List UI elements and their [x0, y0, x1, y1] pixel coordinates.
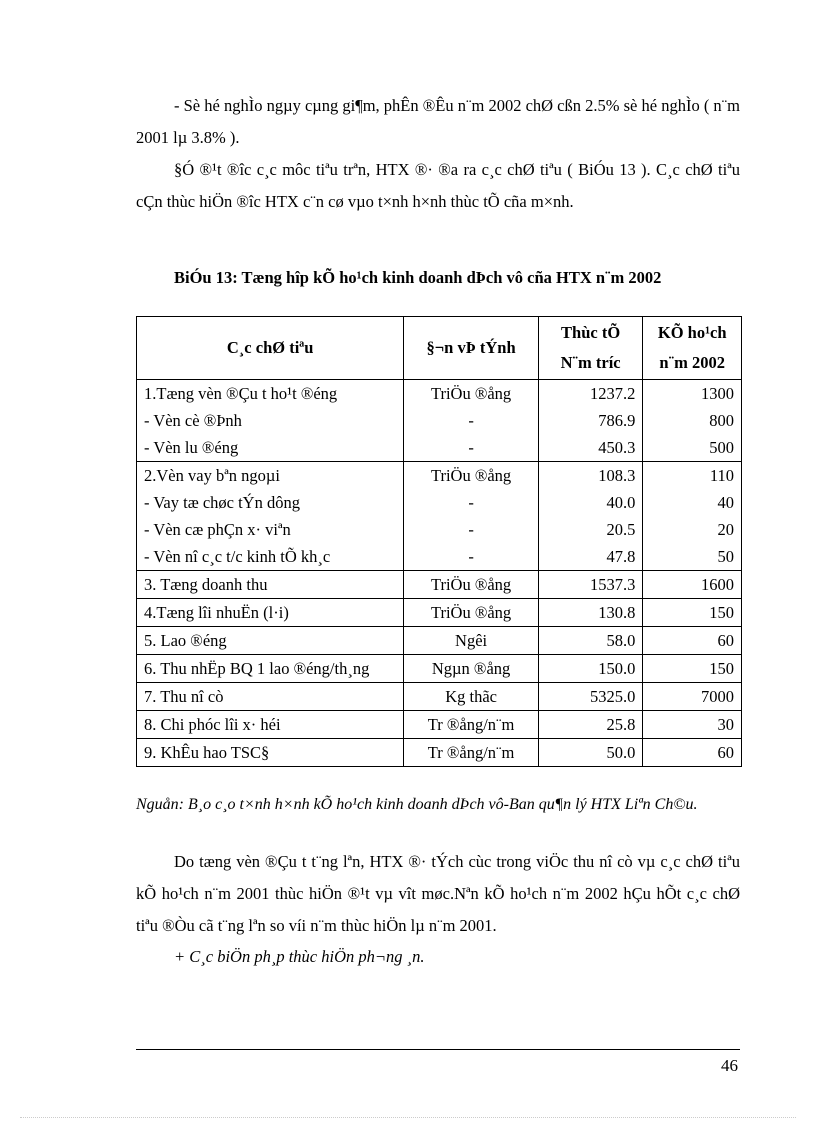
cell-line: -: [468, 520, 474, 539]
cell-actual: [538, 380, 643, 462]
cell-line: 4.Tæng lîi nhuËn (l·i): [144, 603, 289, 622]
cell-line: - Vay tæ chøc tÝn dông: [144, 493, 300, 512]
cell-unit: [404, 380, 539, 462]
cell-plan: [643, 380, 742, 462]
cell-line: 1537.3: [590, 575, 636, 594]
table-row: [137, 711, 742, 739]
cell-line: 1600: [701, 575, 734, 594]
cell-indicator: [137, 627, 404, 655]
cell-unit: [404, 739, 539, 767]
cell-actual: [538, 599, 643, 627]
header-plan: [643, 317, 742, 380]
cell-line: 25.8: [606, 715, 636, 734]
cell-unit: [404, 599, 539, 627]
cell-line: 60: [717, 631, 734, 650]
cell-actual: [538, 571, 643, 599]
cell-line: -: [468, 411, 474, 430]
table-caption: BiÓu 13: Tæng hîp kÕ ho¹ch kinh doanh dÞch vô cña HTX n¨m 2002: [174, 268, 662, 287]
source-note: Nguån: B¸o c¸o t×nh h×nh kÕ ho¹ch kinh doanh dÞch vô-Ban qu¶n lý HTX Liªn Ch©u.: [136, 796, 698, 813]
cell-plan: [643, 683, 742, 711]
cell-actual: [538, 739, 643, 767]
header-actual-line1: Thùc tÕ: [561, 323, 621, 342]
cell-line: 30: [717, 715, 734, 734]
table-row: [137, 683, 742, 711]
cell-line: -: [468, 493, 474, 512]
cell-indicator: [137, 380, 404, 462]
paragraph-targets: §Ó ®¹t ®îc c¸c môc tiªu trªn, HTX ®· ®a ra c¸c chØ tiªu ( BiÓu 13 ). C¸c chØ tiªu cÇn thùc hiÖn ®îc HTX c¨n cø vµo t×nh h×nh thùc tÕ cña m×nh.: [136, 160, 740, 211]
cell-plan: [643, 739, 742, 767]
table-row: [137, 571, 742, 599]
cell-unit: [404, 655, 539, 683]
cell-line: TriÖu ®ång: [430, 603, 512, 622]
table-row: [137, 739, 742, 767]
cell-line: -: [468, 438, 474, 457]
cell-line: Tr ®ång/n¨m: [427, 743, 515, 762]
cell-line: TriÖu ®ång: [430, 575, 512, 594]
header-indicator: C¸c chØ tiªu: [137, 317, 404, 380]
cell-line: 20: [717, 520, 734, 539]
cell-line: - Vèn lu ®éng: [144, 438, 239, 457]
cell-line: 500: [709, 438, 734, 457]
paragraph-conclusion: Do tæng vèn ®Çu t t¨ng lªn, HTX ®· tÝch cùc trong viÖc thu nî cò vµ c¸c chØ tiªu kÕ ho¹ch n¨m 2001 thùc hiÖn ®¹t vµ vît møc.Nªn kÕ ho¹ch n¨m 2002 hÇu hÕt c¸c chØ tiªu ®Òu cã t¨ng lªn so víi n¨m thùc hiÖn lµ n¨m 2001.: [136, 852, 740, 935]
cell-unit: [404, 462, 539, 571]
cell-plan: [643, 462, 742, 571]
cell-line: 40: [717, 493, 734, 512]
cell-line: 800: [709, 411, 734, 430]
cell-line: 1237.2: [590, 384, 636, 403]
table-row: [137, 380, 742, 462]
cell-line: TriÖu ®ång: [430, 466, 512, 485]
cell-unit: [404, 627, 539, 655]
cell-line: 60: [717, 743, 734, 762]
cell-line: 58.0: [606, 631, 636, 650]
cell-actual: [538, 462, 643, 571]
cell-plan: [643, 655, 742, 683]
cell-line: 108.3: [598, 466, 636, 485]
paragraph-poverty: - Sè hé nghÌo ngµy cµng gi¶m, phÊn ®Êu n¨m 2002 chØ cßn 2.5% sè hé nghÌo ( n¨m 2001 lµ 3.8% ).: [136, 96, 741, 147]
cell-line: 20.5: [606, 520, 636, 539]
table-body: [137, 380, 742, 767]
header-actual: [538, 317, 643, 380]
cell-line: 1.Tæng vèn ®Çu t ho¹t ®éng: [144, 384, 338, 403]
header-unit: §¬n vÞ tÝnh: [404, 317, 539, 380]
cell-unit: [404, 711, 539, 739]
cell-indicator: [137, 462, 404, 571]
cell-line: 6. Thu nhËp BQ 1 lao ®éng/th¸ng: [144, 659, 370, 678]
cell-actual: [538, 655, 643, 683]
cell-line: 786.9: [598, 411, 636, 430]
cell-unit: [404, 571, 539, 599]
cell-indicator: [137, 739, 404, 767]
cell-indicator: [137, 571, 404, 599]
cell-indicator: [137, 711, 404, 739]
table-header-row: [137, 317, 742, 380]
cell-plan: [643, 571, 742, 599]
cell-indicator: [137, 655, 404, 683]
cell-line: 40.0: [606, 493, 636, 512]
cell-line: 2.Vèn vay bªn ngoµi: [144, 466, 280, 485]
cell-line: -: [468, 547, 474, 566]
cell-actual: [538, 627, 643, 655]
cell-plan: [643, 711, 742, 739]
header-plan-line1: KÕ ho¹ch: [657, 323, 727, 342]
footer-divider: [136, 1049, 740, 1050]
cell-line: 7. Thu nî cò: [144, 687, 224, 706]
cell-line: 8. Chi phóc lîi x· héi: [144, 715, 281, 734]
cell-actual: [538, 711, 643, 739]
cell-line: 150: [709, 603, 734, 622]
cell-line: 5. Lao ®éng: [144, 631, 227, 650]
plan-table: [136, 316, 742, 767]
paragraph-measures: + C¸c biÖn ph¸p thùc hiÖn ph¬ng ¸n.: [174, 947, 425, 966]
table-row: [137, 655, 742, 683]
cell-plan: [643, 627, 742, 655]
cell-line: - Vèn cè ®Þnh: [144, 411, 242, 430]
cell-line: 450.3: [598, 438, 636, 457]
header-plan-line2: n¨m 2002: [659, 353, 725, 372]
page-number: 46: [721, 1056, 738, 1075]
cell-unit: [404, 683, 539, 711]
cell-line: - Vèn cæ phÇn x· viªn: [144, 520, 291, 539]
cell-plan: [643, 599, 742, 627]
cell-actual: [538, 683, 643, 711]
cell-line: 110: [709, 466, 734, 485]
cell-line: 7000: [701, 687, 734, 706]
cell-line: - Vèn nî c¸c t/c kinh tÕ kh¸c: [144, 547, 331, 566]
cell-line: Kg thãc: [445, 687, 497, 706]
page-bottom-border: [20, 1117, 796, 1118]
cell-line: TriÖu ®ång: [430, 384, 512, 403]
cell-line: 9. KhÊu hao TSC§: [144, 743, 270, 762]
cell-line: 50.0: [606, 743, 636, 762]
cell-line: 3. Tæng doanh thu: [144, 575, 268, 594]
table-row: [137, 462, 742, 571]
cell-line: 150: [709, 659, 734, 678]
cell-line: Tr ®ång/n¨m: [427, 715, 515, 734]
table-row: [137, 627, 742, 655]
header-actual-line2: N¨m tríc: [560, 353, 621, 372]
cell-line: Ngêi: [455, 631, 488, 650]
cell-line: 1300: [701, 384, 734, 403]
table-row: [137, 599, 742, 627]
cell-indicator: [137, 599, 404, 627]
cell-line: 150.0: [598, 659, 636, 678]
cell-indicator: [137, 683, 404, 711]
cell-line: 47.8: [606, 547, 636, 566]
cell-line: 130.8: [598, 603, 636, 622]
cell-line: Ngµn ®ång: [431, 659, 511, 678]
cell-line: 5325.0: [590, 687, 636, 706]
cell-line: 50: [717, 547, 734, 566]
